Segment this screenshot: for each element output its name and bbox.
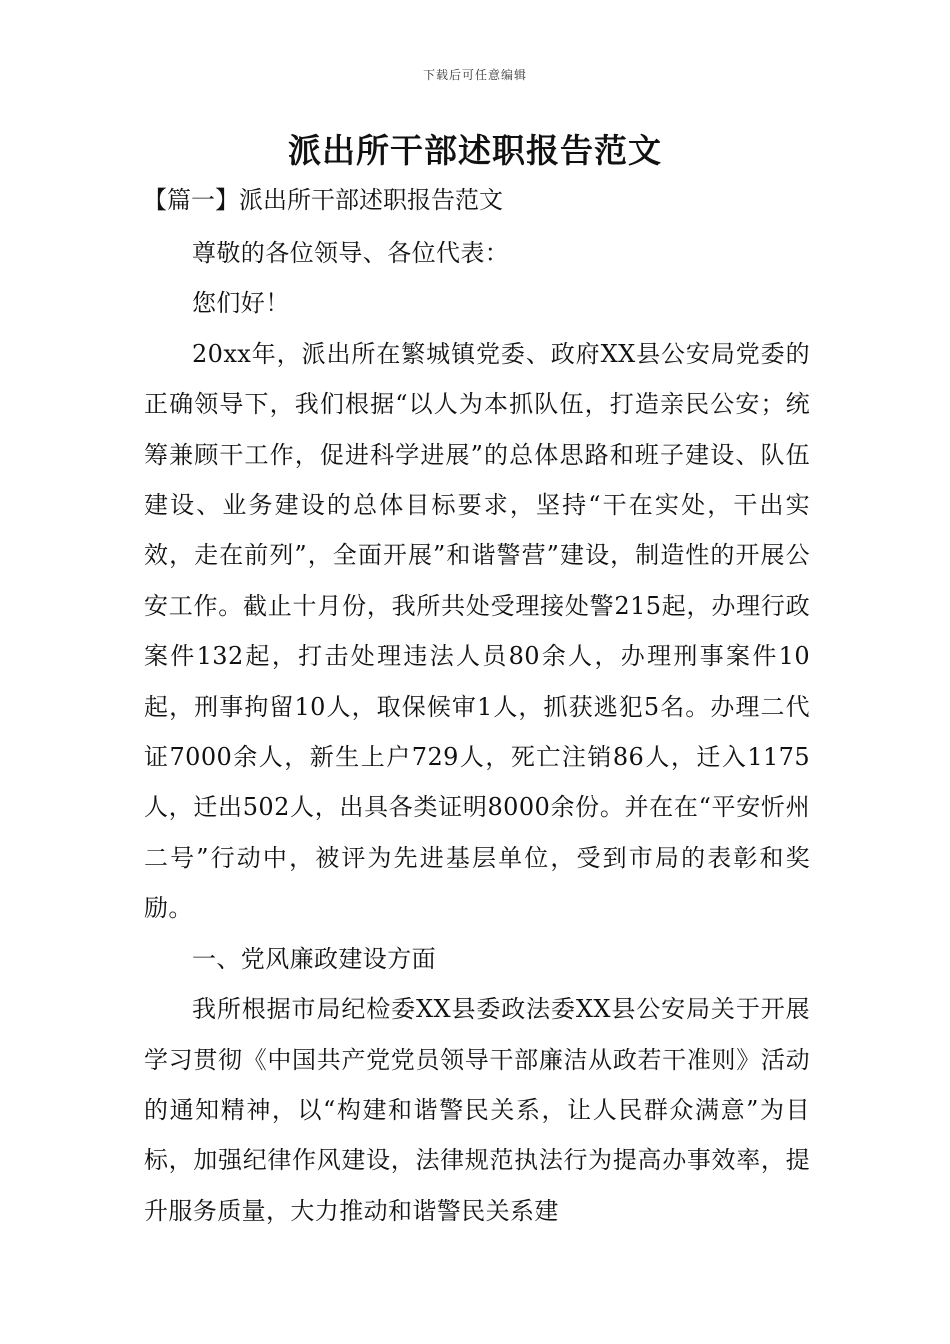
document-title: 派出所干部述职报告范文: [288, 131, 662, 170]
greeting: 您们好！: [192, 289, 290, 318]
salutation: 尊敬的各位领导、各位代表：: [192, 239, 510, 267]
integrity-paragraph: 我所根据市局纪检委XX县委政法委XX县公安局关于开展学习贯彻《中国共产党党员领导干部廉洁从政若干准则》活动的通知精神，以“构建和谐警民关系，让人民群众满意”为目标，加强纪律作风建设，法律规范执法行为提高办事效率，提升服务质量，大力推动和谐警民关系建: [144, 995, 810, 1225]
summary-paragraph: 20xx年，派出所在繁城镇党委、政府XX县公安局党委的正确领导下，我们根据“以人为本抓队伍，打造亲民公安；统筹兼顾干工作，促进科学进展”的总体思路和班子建设、队伍建设、业务建设的总体目标要求，坚持“干在实处，干出实效，走在前列”，全面开展”和谐警营”建设，制造性的开展公安工作。截止十月份，我所共处受理接处警215起，办理行政案件132起，打击处理违法人员80余人，办理刑事案件10起，刑事拘留10人，取保候审1人，抓获逃犯5名。办理二代证7000余人，新生上户729人，死亡注销86人，迁入1175人，迁出502人，出具各类证明8000余份。并在在“平安忻州二号”行动中，被评为先进基层单位，受到市局的表彰和奖励。: [144, 339, 810, 923]
document-body: [144, 228, 810, 1236]
header-note: 下载后可任意编辑: [422, 68, 527, 82]
section-heading: 【篇一】派出所干部述职报告范文: [143, 186, 503, 214]
subsection-heading: 一、党风廉政建设方面: [192, 944, 436, 973]
